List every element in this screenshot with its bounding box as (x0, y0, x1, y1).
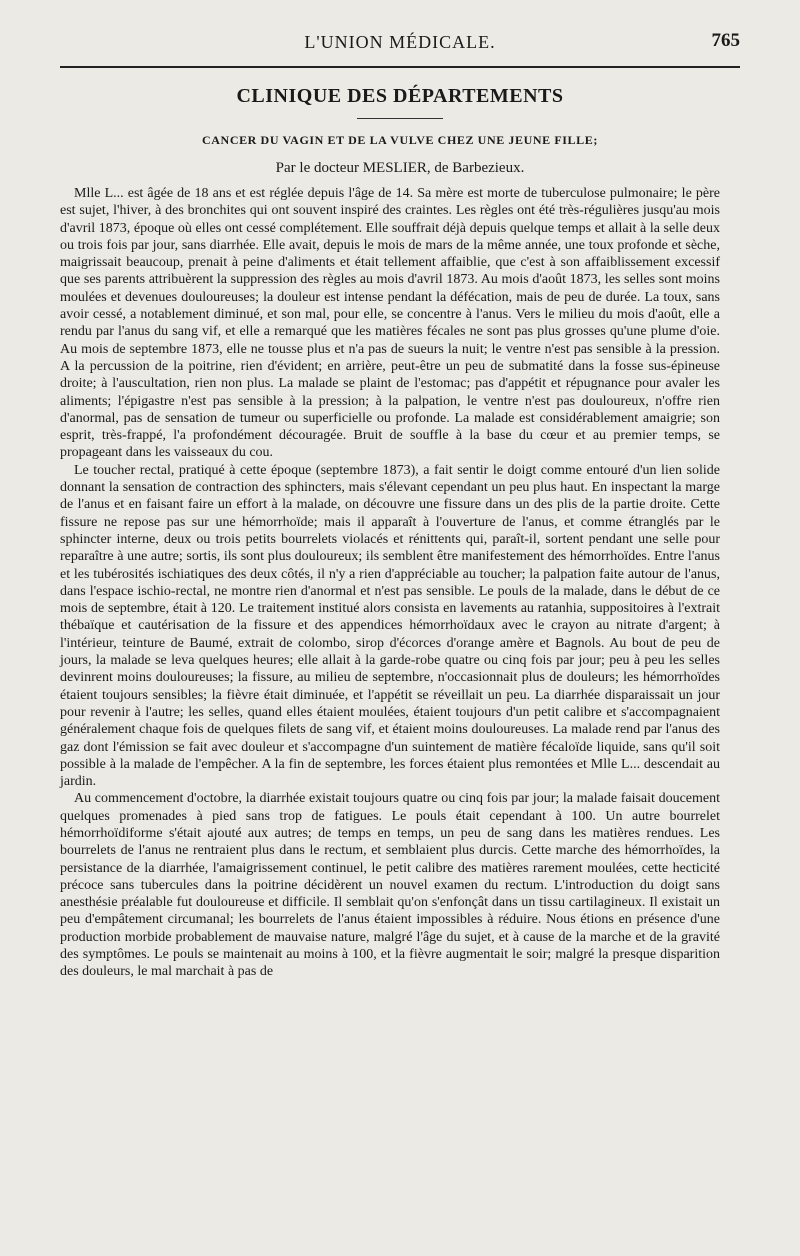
paragraph-3: Au commencement d'octobre, la diarrhée existait toujours quatre ou cinq fois par jour; la malade faisait doucement quelques promenades à pied sans trop de fatigues. Le pouls était cependant à 100. Un autre bourrelet hémorrhoïdiforme s'était ajouté aux autres; de temps en temps, un peu de sang dans les matières rendues. Les bourrelets de l'anus ne rentraient plus dans le rectum, et semblaient plus durcis. Cette marche des hémorrhoïdes, la persistance de la diarrhée, l'amaigrissement continuel, le petit calibre des matières rarement moulées, cette hecticité précoce sans tubercules dans la poitrine décidèrent un nouvel examen du rectum. L'introduction du doigt sans anesthésie préalable fut douloureuse et difficile. Il semblait qu'on s'enfonçât dans un tissu cartilagineux. Il existait un peu d'empâtement circumanal; les bourrelets de l'anus étaient impossibles à réduire. Nous étions en présence d'une production morbide probablement de mauvaise nature, malgré l'âge du sujet, et à cause de la marche et de la gravité des symptômes. Le pouls se maintenait au moins à 100, et la fièvre augmentait le soir; malgré la presque disparition des douleurs, le mal marchait à pas de (60, 791, 720, 980)
section-divider (357, 118, 443, 119)
paragraph-2: Le toucher rectal, pratiqué à cette époque (septembre 1873), a fait sentir le doigt comme entouré d'un lien solide donnant la sensation de contraction des sphincters, mais s'élevant cependant un peu plus haut. En inspectant la marge de l'anus et en faisant faire un effort à la malade, on découvre une fissure dans un des plis de la partie droite. Cette fissure ne repose pas sur une hémorrhoïde; mais il apparaît à l'ouverture de l'anus, et comme étranglés par le sphincter interne, deux ou trois petits bourrelets violacés et rénittents qui, paraît-il, sortent pendant une selle pour reparaître à une autre; sortis, ils sont plus douloureux; ils semblent être manifestement des hémorrhoïdes. Entre l'anus et les tubérosités ischiatiques des deux côtés, il n'y a rien d'appréciable au toucher; la palpation faite autour de l'anus, dans l'espace ischio-rectal, ne montre rien d'anormal et n'est pas sensible. Le pouls de la malade, dans le début de ce mois de septembre, était à 120. Le traitement institué alors consista en lavements au ratanhia, suppositoires à l'extrait thébaïque et cautérisation de la fissure et des appendices hémorrhoïdaux avec le crayon au nitrate d'argent; à l'intérieur, teinture de Baumé, extrait de colombo, sirop d'écorces d'orange amère et Bagnols. Au bout de peu de jours, la malade se leva quelques heures; elle allait à la garde-robe quatre ou cinq fois par jour; peu à peu les selles devinrent moins douloureuses; la fissure, au milieu de septembre, n'occasionnait plus de douleurs; les hémorrhoïdes étaient toujours sensibles; la fièvre était diminuée, et l'appétit se réveillait un peu. La diarrhée disparaissait un jour pour revenir à l'autre; les selles, quand elles étaient moulées, étaient toujours d'un petit calibre et s'accompagnaient généralement chaque fois de quelques filets de sang vif, et étaient moins douloureuses. La malade rend par l'anus des gaz dont l'émission se fait avec douleur et s'accompagne d'un suintement de matière fécaloïde liquide, sans qu'il soit possible à la malade de l'empêcher. A la fin de septembre, les forces étaient plus remontées et Mlle L... descendait au jardin. (60, 462, 720, 790)
journal-title: L'UNION MÉDICALE. (304, 32, 496, 52)
section-title: CLINIQUE DES DÉPARTEMENTS (236, 85, 564, 107)
byline: Par le docteur MESLIER, de Barbezieux. (275, 160, 525, 176)
article-title: CANCER DU VAGIN ET DE LA VULVE CHEZ UNE JEUNE FILLE; (202, 133, 598, 147)
article-body (60, 185, 720, 981)
header-rule (60, 66, 740, 68)
page-number: 765 (711, 30, 740, 51)
running-header (60, 30, 740, 60)
paragraph-1: Mlle L... est âgée de 18 ans et est réglée depuis l'âge de 14. Sa mère est morte de tuberculose pulmonaire; le père est sujet, l'hiver, à des bronchites qui ont souvent inspiré des craintes. Les règles ont été très-régulières jusqu'au mois d'avril 1873, époque où elles ont cessé complétement. Elle souffrait déjà depuis quelque temps et allait à la selle deux ou trois fois par jour, sans diarrhée. Elle avait, depuis le mois de mars de la même année, une toux profonde et sèche, maigrissait beaucoup, prenait à peine d'aliments et était tellement affaiblie, que c'est à son affaiblissement excessif que ses parents attribuèrent la suppression des règles au mois d'avril 1873. Au mois d'août 1873, les selles sont moins moulées et devenues douloureuses; la douleur est intense pendant la défécation, mais de peu de durée. La toux, sans avoir cessé, a notablement diminué, et son mal, pour elle, se concentre à l'anus. Vers le milieu du mois d'août, elle a rendu par l'anus du sang vif, et elle a remarqué que les matières fécales ne sont pas plus grosses qu'une plume d'oie. Au mois de septembre 1873, elle ne tousse plus et n'a pas de sueurs la nuit; le ventre n'est pas sensible à la pression. A la percussion de la poitrine, rien d'évident; en arrière, peut-être un peu de submatité dans la fosse sus-épineuse droite; à l'auscultation, rien non plus. La malade se plaint de l'estomac; pas d'appétit et répugnance pour avaler les aliments; l'épigastre n'est pas sensible à la pression; à la palpation, le ventre n'est pas douloureux, n'offre rien d'anormal, pas de sensation de tumeur ou superficielle ou profonde. La malade est considérablement amaigrie; son esprit, très-frappé, l'a profondément découragée. Bruit de souffle à la base du cœur et au premier temps, se propageant dans les vaisseaux du cou. (60, 186, 720, 461)
